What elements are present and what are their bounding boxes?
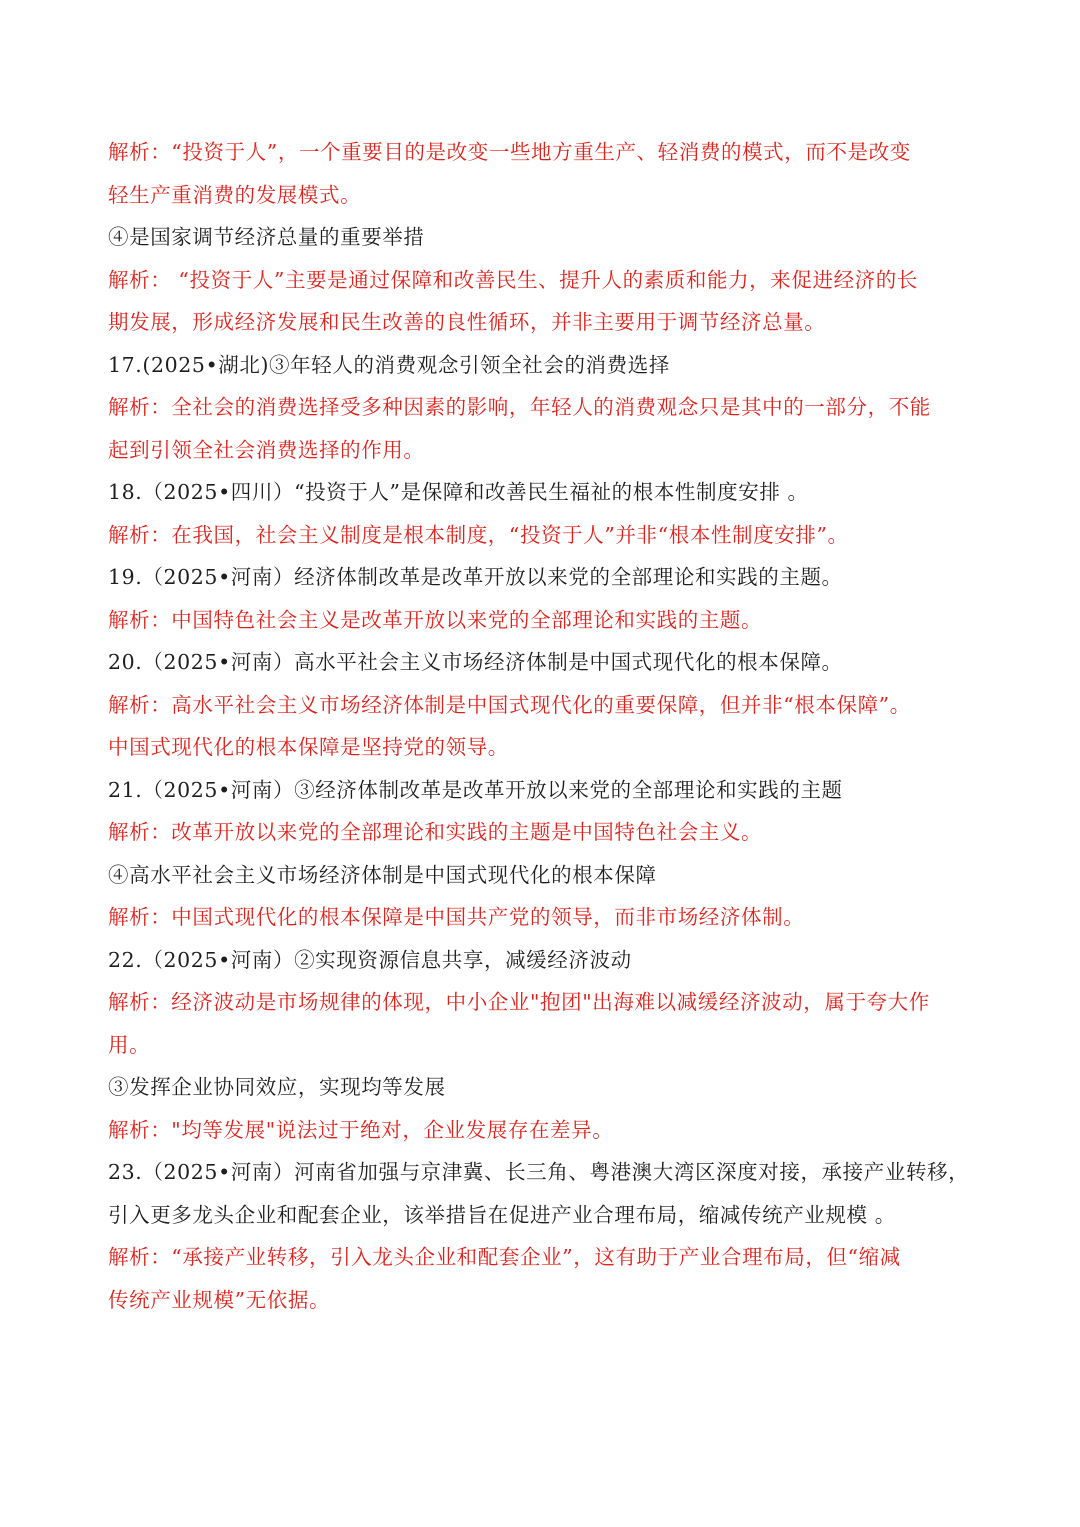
analysis-line: 解析：中国式现代化的根本保障是中国共产党的领导，而非市场经济体制。	[108, 905, 805, 929]
question-line: 19.（2025•河南）经济体制改革是改革开放以来党的全部理论和实践的主题。	[108, 565, 843, 589]
analysis-line: 解析：高水平社会主义市场经济体制是中国式现代化的重要保障，但并非“根本保障”。	[108, 692, 911, 717]
analysis-line: 起到引领全社会消费选择的作用。	[108, 437, 425, 462]
question-line: 引入更多龙头企业和配套企业，该举措旨在促进产业合理布局，缩减传统产业规模 。	[108, 1202, 896, 1227]
question-line: ④是国家调节经济总量的重要举措	[108, 225, 425, 249]
analysis-line: 解析：全社会的消费选择受多种因素的影响，年轻人的消费观念只是其中的一部分，不能	[108, 395, 931, 419]
analysis-line: 解析：“承接产业转移，引入龙头企业和配套企业”，这有助于产业合理布局，但“缩减	[108, 1245, 901, 1269]
analysis-line: 期发展，形成经济发展和民生改善的良性循环，并非主要用于调节经济总量。	[108, 310, 826, 334]
analysis-line: 解析：“投资于人”，一个重要目的是改变一些地方重生产、轻消费的模式，而不是改变	[108, 140, 911, 164]
analysis-line: 解析：在我国，社会主义制度是根本制度，“投资于人”并非“根本性制度安排”。	[108, 522, 849, 547]
question-line: 23.（2025•河南）河南省加强与京津冀、长三角、粤港澳大湾区深度对接，承接产业转移，	[108, 1160, 970, 1184]
analysis-line: 解析：中国特色社会主义是改革开放以来党的全部理论和实践的主题。	[108, 607, 763, 632]
analysis-line: 用。	[108, 1032, 151, 1057]
analysis-line: 轻生产重消费的发展模式。	[108, 182, 362, 207]
analysis-line: 解析：经济波动是市场规律的体现，中小企业"抱团"出海难以减缓经济波动，属于夸大作	[108, 990, 930, 1014]
question-line: ④高水平社会主义市场经济体制是中国式现代化的根本保障	[108, 862, 657, 887]
question-line: 18.（2025•四川）“投资于人”是保障和改善民生福祉的根本性制度安排 。	[108, 480, 809, 504]
analysis-line: 传统产业规模”无依据。	[108, 1287, 331, 1312]
question-line: 21.（2025•河南）③经济体制改革是改革开放以来党的全部理论和实践的主题	[108, 777, 843, 802]
analysis-line: 解析：改革开放以来党的全部理论和实践的主题是中国特色社会主义。	[108, 820, 763, 844]
question-line: 20.（2025•河南）高水平社会主义市场经济体制是中国式现代化的根本保障。	[108, 650, 843, 674]
question-line: 17.(2025•湖北)③年轻人的消费观念引领全社会的消费选择	[108, 352, 670, 377]
question-line: ③发挥企业协同效应，实现均等发展	[108, 1075, 446, 1099]
analysis-line: 解析： “投资于人”主要是通过保障和改善民生、提升人的素质和能力，来促进经济的长	[108, 267, 918, 292]
document-body	[108, 131, 978, 1321]
question-line: 22.（2025•河南）②实现资源信息共享，减缓经济波动	[108, 947, 632, 972]
analysis-line: 解析："均等发展"说法过于绝对，企业发展存在差异。	[108, 1117, 614, 1142]
analysis-line: 中国式现代化的根本保障是坚持党的领导。	[108, 735, 509, 759]
